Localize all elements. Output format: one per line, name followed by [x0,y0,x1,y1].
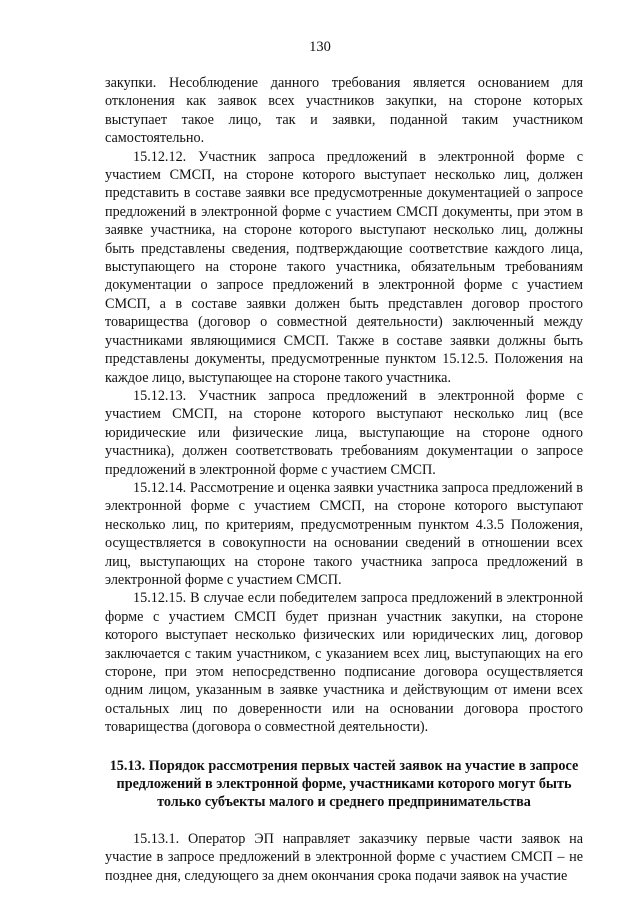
paragraph-15-12-12: 15.12.12. Участник запроса предложений в электронной форме с участием СМСП, на стороне которого выступает несколько лиц, должен представить в составе заявки все предусмотренные документацией о запросе предложений в электронной форме с участием СМСП документы, при этом в заявке участника, на стороне которого выступают несколько лиц, должны быть представлены сведения, подтверждающие соответствие каждого лица, выступающего на стороне такого участника, обязательным требованиям документации о запросе предложений в электронной форме с участием СМСП, а в составе заявки должен быть представлен договор простого товарищества (договор о совместной деятельности) заключенный между участниками являющимися СМСП. Также в составе заявки должны быть представлены документы, предусмотренные пунктом 15.12.5. Положения на каждое лицо, выступающее на стороне такого участника. [105,148,583,386]
section-heading-15-13: 15.13. Порядок рассмотрения первых частей заявок на участие в запросе предложений в электронной форме, участниками которого могут быть только субъекты малого и среднего предпринимательства [109,757,579,811]
page-number: 130 [309,39,331,55]
paragraph-15-12-15: 15.12.15. В случае если победителем запроса предложений в электронной форме с участием СМСП будет признан участник закупки, на стороне которого выступает несколько физических или юридических лиц, договор заключается с таким участником, с указанием всех лиц, выступающих на его стороне, при этом непосредственно подписание договора осуществляется одним лицом, указанным в заявке участника и действующим от имени всех остальных лиц по доверенности или на основании договора простого товарищества (договора о совместной деятельности). [105,590,583,736]
page-content [105,74,583,885]
paragraph-15-12-14: 15.12.14. Рассмотрение и оценка заявки участника запроса предложений в электронной форме с участием СМСП, на стороне которого выступают несколько лиц, по критериям, предусмотренным пунктом 4.3.5 Положения, осуществляется в совокупности на основании сведений в отношении всех лиц, выступающих на стороне такого участника запроса предложений в электронной форме с участием СМСП. [105,479,583,588]
paragraph-15-13-1: 15.13.1. Оператор ЭП направляет заказчику первые части заявок на участие в запросе предложений в электронной форме с участием СМСП – не позднее дня, следующего за днем окончания срока подачи заявок на участие [105,830,583,884]
paragraph-15-12-13: 15.12.13. Участник запроса предложений в электронной форме с участием СМСП, на стороне которого выступают несколько лиц (все юридические или физические лица, выступающие на стороне одного участника), должен соответствовать требованиям документации о запросе предложений в электронной форме с участием СМСП. [105,387,583,478]
paragraph-continuation: закупки. Несоблюдение данного требования является основанием для отклонения как заявок всех участников закупки, на стороне которых выступает такое лицо, так и заявки, поданной таким участником самостоятельно. [105,75,583,147]
